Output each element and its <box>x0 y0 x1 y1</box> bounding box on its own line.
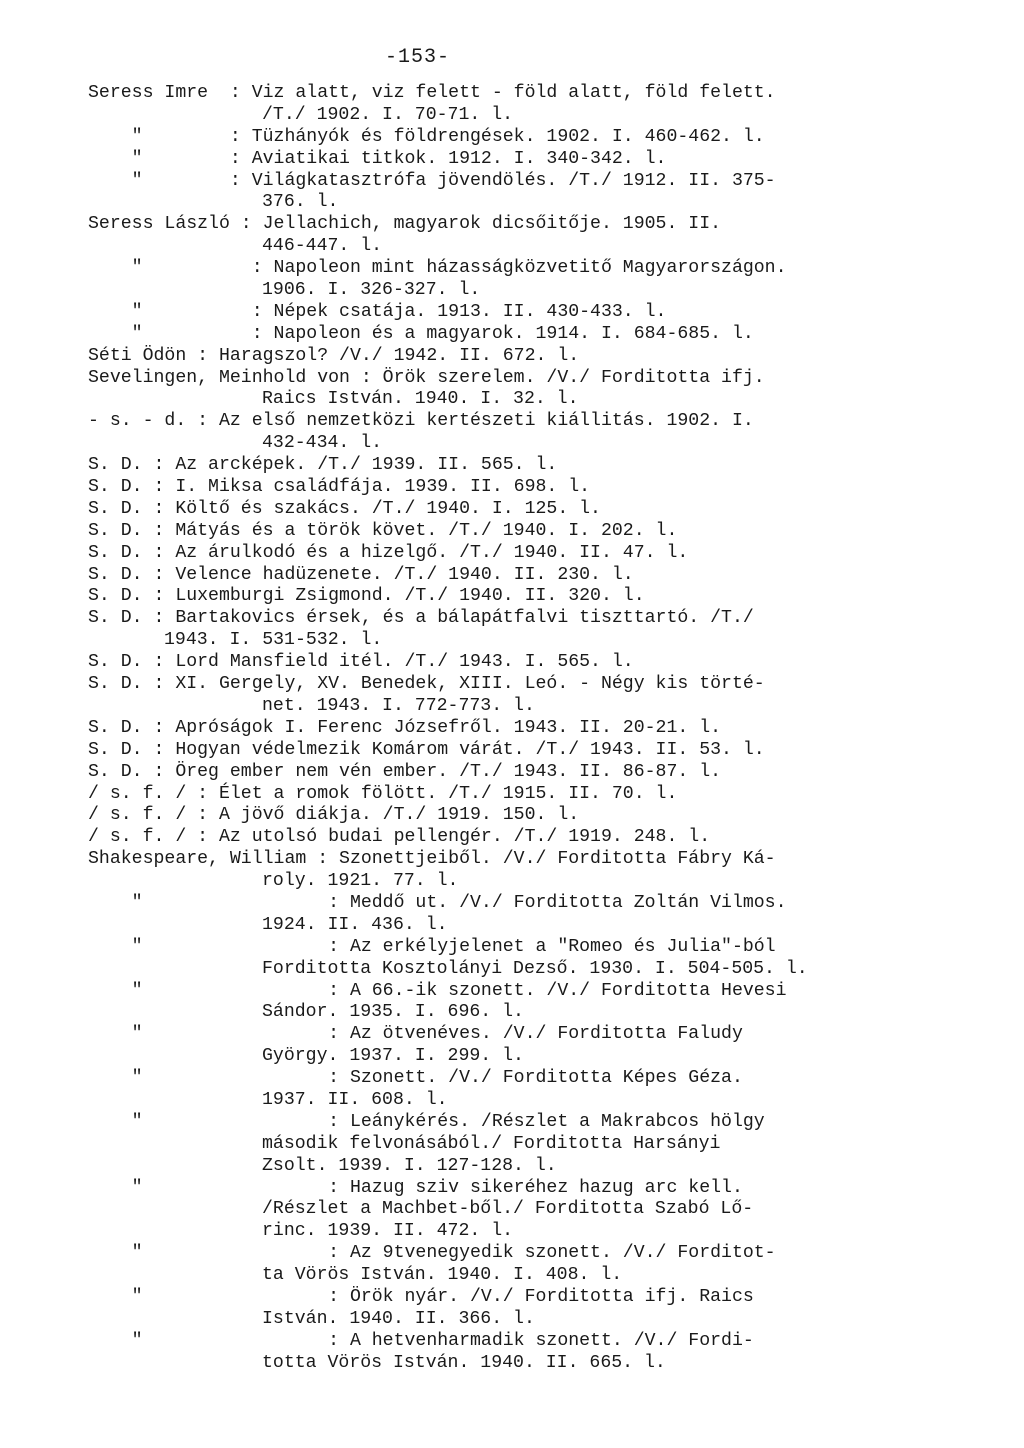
entry-line: " : Az ötvenéves. /V./ Forditotta Faludy <box>88 1024 743 1045</box>
entry-line: második felvonásából./ Forditotta Harsányi <box>262 1133 721 1154</box>
entry-line: " : A 66.-ik szonett. /V./ Forditotta Hevesi <box>88 980 787 1001</box>
entry-line: / s. f. / : A jövő diákja. /T./ 1919. 150. l. <box>88 805 580 826</box>
entry-line: György. 1937. I. 299. l. <box>262 1046 524 1067</box>
entry-line: S. D. : Az arcképek. /T./ 1939. II. 565. l. <box>88 455 558 476</box>
entry-line: " : Hazug sziv sikeréhez hazug arc kell. <box>88 1177 743 1198</box>
entry-line: rinc. 1939. II. 472. l. <box>262 1221 514 1242</box>
entry-line: " : Napoleon mint házasságközvetitő Magyarországon. <box>88 258 787 279</box>
entry-line: Forditotta Kosztolányi Dezső. 1930. I. 504-505. l. <box>262 958 808 979</box>
entry-line: 1924. II. 436. l. <box>262 914 448 935</box>
entry-line: " : Szonett. /V./ Forditotta Képes Géza. <box>88 1068 743 1089</box>
entry-line: " : Napoleon és a magyarok. 1914. I. 684-685. l. <box>88 323 754 344</box>
entry-line: S. D. : Luxemburgi Zsigmond. /T./ 1940. II. 320. l. <box>88 586 645 607</box>
entry-line: " : Tüzhányók és földrengések. 1902. I. 460-462. l. <box>88 126 765 147</box>
page-number: -153- <box>385 46 451 69</box>
entry-line: - s. - d. : Az első nemzetközi kertészeti kiállitás. 1902. I. <box>88 411 754 432</box>
entry-line: Shakespeare, William : Szonettjeiből. /V./ Forditotta Fábry Ká- <box>88 849 776 870</box>
entry-line: /T./ 1902. I. 70-71. l. <box>262 104 514 125</box>
entry-line: " : Világkatasztrófa jövendölés. /T./ 1912. II. 375- <box>88 170 776 191</box>
entry-line: István. 1940. II. 366. l. <box>262 1308 535 1329</box>
entry-line: S. D. : Öreg ember nem vén ember. /T./ 1943. II. 86-87. l. <box>88 761 722 782</box>
entry-line: Séti Ödön : Haragszol? /V./ 1942. II. 672. l. <box>88 345 580 366</box>
entry-line: " : Az 9tvenegyedik szonett. /V./ Forditot- <box>88 1243 776 1264</box>
entry-line: " : Meddő ut. /V./ Forditotta Zoltán Vilmos. <box>88 892 787 913</box>
entry-line: 1943. I. 531-532. l. <box>164 630 383 651</box>
bibliography-entries <box>0 83 1024 1375</box>
entry-line: net. 1943. I. 772-773. l. <box>262 695 535 716</box>
entry-line: 1906. I. 326-327. l. <box>262 280 481 301</box>
entry-line: Sevelingen, Meinhold von : Örök szerelem. /V./ Forditotta ifj. <box>88 367 765 388</box>
entry-line: / s. f. / : Élet a romok fölött. /T./ 1915. II. 70. l. <box>88 783 678 804</box>
entry-line: Seress László : Jellachich, magyarok dicsőitője. 1905. II. <box>88 214 722 235</box>
entry-line: 1937. II. 608. l. <box>262 1089 448 1110</box>
entry-line: " : Leánykérés. /Részlet a Makrabcos hölgy <box>88 1111 765 1132</box>
entry-line: S. D. : Lord Mansfield itél. /T./ 1943. I. 565. l. <box>88 652 634 673</box>
entry-line: " : Örök nyár. /V./ Forditotta ifj. Raics <box>88 1286 754 1307</box>
entry-line: roly. 1921. 77. l. <box>262 871 459 892</box>
entry-line: Zsolt. 1939. I. 127-128. l. <box>262 1155 557 1176</box>
entry-line: Sándor. 1935. I. 696. l. <box>262 1002 524 1023</box>
entry-line: 432-434. l. <box>262 433 383 454</box>
entry-line: totta Vörös István. 1940. II. 665. l. <box>262 1352 666 1373</box>
entry-line: S. D. : Mátyás és a török követ. /T./ 1940. I. 202. l. <box>88 520 678 541</box>
entry-line: " : Az erkélyjelenet a "Romeo és Julia"-ból <box>88 936 776 957</box>
entry-line: " : A hetvenharmadik szonett. /V./ Fordi- <box>88 1330 754 1351</box>
entry-line: Raics István. 1940. I. 32. l. <box>262 389 579 410</box>
entry-line: / s. f. / : Az utolsó budai pellengér. /T./ 1919. 248. l. <box>88 827 711 848</box>
entry-line: 376. l. <box>262 192 339 213</box>
entry-line: S. D. : Az árulkodó és a hizelgő. /T./ 1940. II. 47. l. <box>88 542 689 563</box>
entry-line: S. D. : I. Miksa családfája. 1939. II. 698. l. <box>88 477 591 498</box>
entry-line: S. D. : Bartakovics érsek, és a bálapátfalvi tiszttartó. /T./ <box>88 608 754 629</box>
entry-line: S. D. : Velence hadüzenete. /T./ 1940. II. 230. l. <box>88 564 634 585</box>
entry-line: S. D. : Hogyan védelmezik Komárom várát. /T./ 1943. II. 53. l. <box>88 739 765 760</box>
entry-line: ta Vörös István. 1940. I. 408. l. <box>262 1265 623 1286</box>
entry-line: " : Aviatikai titkok. 1912. I. 340-342. l. <box>88 148 667 169</box>
entry-line: /Részlet a Machbet-ből./ Forditotta Szabó Lő- <box>262 1199 754 1220</box>
entry-line: S. D. : Költő és szakács. /T./ 1940. I. 125. l. <box>88 498 601 519</box>
entry-line: 446-447. l. <box>262 236 383 257</box>
entry-line: Seress Imre : Viz alatt, viz felett - föld alatt, föld felett. <box>88 83 776 103</box>
entry-line: S. D. : XI. Gergely, XV. Benedek, XIII. Leó. - Négy kis törté- <box>88 674 765 695</box>
entry-line: S. D. : Apróságok I. Ferenc Józsefről. 1943. II. 20-21. l. <box>88 717 722 738</box>
entry-line: " : Népek csatája. 1913. II. 430-433. l. <box>88 301 667 322</box>
